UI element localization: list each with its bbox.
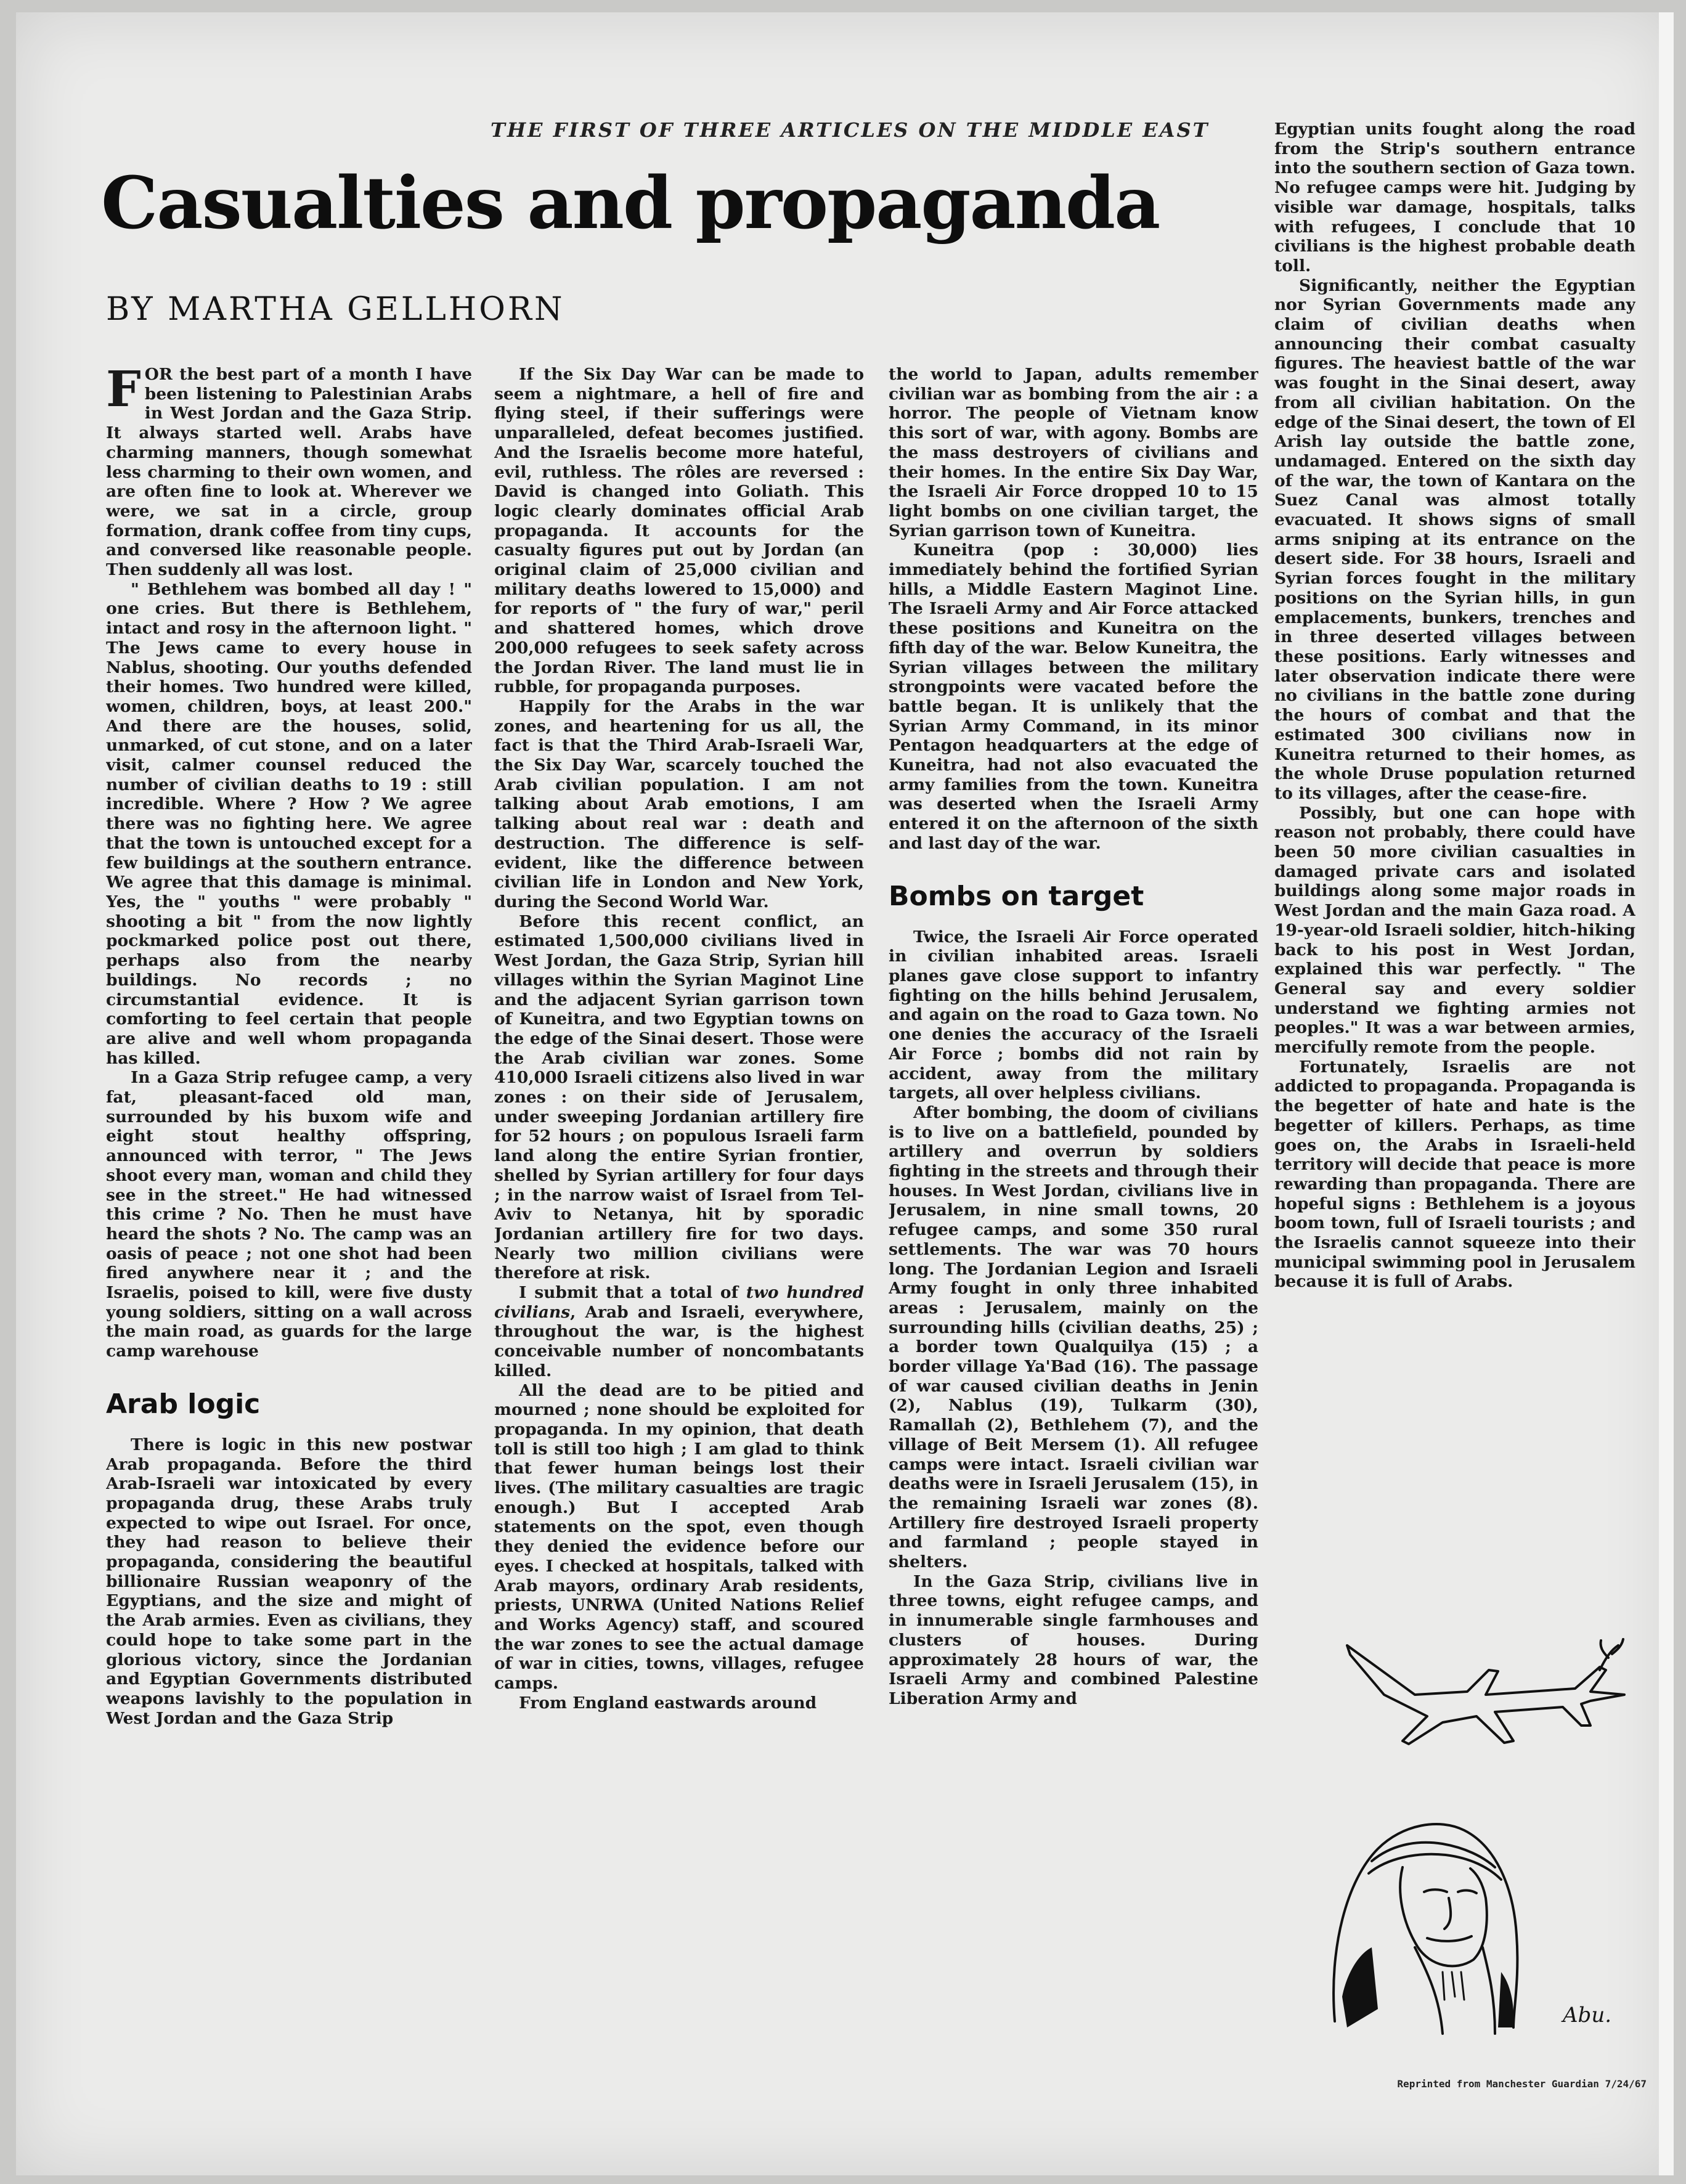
emphasis-text: two hundred civilians [494, 1283, 864, 1322]
paragraph: Kuneitra (pop : 30,000) lies immediately behind the fortified Syrian hills, a Middle Eastern Maginot Line. The Israeli Army and Air Force attacked these positions and Kuneitra on the fifth day of the war. Below Kuneitra, the Syrian villages between the military strongpoints were vacated before the battle began. It is unlikely that the Syrian Army Command, in its minor Pentagon headquarters at the edge of Kuneitra, had not also evacuated the army families from the town. Kuneitra was deserted when the Israeli Army entered it on the afternoon of the sixth and last day of the war. [889, 540, 1258, 853]
subheading-arab-logic: Arab logic [106, 1388, 261, 1420]
paragraph: Egyptian units fought along the road from the Strip's southern entrance into the southern section of Gaza town. No refugee camps were hit. Judging by visible war damage, hospitals, talks with refugees, I conclude that 10 civilians is the highest probable death toll. [1274, 120, 1635, 275]
paragraph: Before this recent conflict, an estimated 1,500,000 civilians lived in West Jordan, the Gaza Strip, Syrian hill villages within the Syrian Maginot Line and the adjacent Syrian garrison town of Kuneitra, and two Egyptian towns on the edge of the Sinai desert. Those were the Arab civilian war zones. Some 410,000 Israeli citizens also lived in war zones : on their side of Jerusalem, under sweeping Jordanian artillery fire for 52 hours ; on populous Israeli farm land along the entire Syrian frontier, shelled by Syrian artillery for four days ; in the narrow waist of Israel from Tel-Aviv to Netanya, hit by sporadic Jordanian artillery fire for two days. Nearly two million civilians were therefore at risk. [494, 911, 864, 1283]
paragraph-text: , Arab and Israeli, everywhere, throughout the war, is the highest conceivable number of noncombatants killed. [494, 1302, 864, 1380]
paragraph: From England eastwards around [519, 1693, 817, 1713]
paragraph: All the dead are to be pitied and mourned ; none should be exploited for propaganda. In my opinion, that death toll is still too high ; I am glad to think that fewer human beings lost their lives. (The military casualties are tragic enough.) But I accepted Arab statements on the spot, even though they denied the evidence before our eyes. I checked at hospitals, talked with Arab mayors, ordinary Arab residents, priests, UNRWA (United Nations Relief and Works Agency) staff, and scoured the war zones to see the actual damage of war in cities, towns, villages, refugee camps. [494, 1380, 864, 1693]
airplane-icon [1347, 1639, 1624, 1744]
column-4 [1274, 120, 1635, 1537]
paragraph: In a Gaza Strip refugee camp, a very fat, pleasant-faced old man, surrounded by his buxom wife and eight stout healthy offspring, announced with terror, " The Jews shoot every man, woman and child they see in the street." He had witnessed this crime ? No. Then he must have heard the shots ? No. The camp was an oasis of peace ; not one shot had been fired anywhere near it ; and the Israelis, poised to kill, were five dusty young soldiers, sitting on a wall across the main road, as guards for the large camp warehouse [106, 1068, 472, 1361]
paragraph: Significantly, neither the Egyptian nor Syrian Governments made any claim of civilian deaths when announcing their combat casualty figures. The heaviest battle of the war was fought in the Sinai desert, away from all civilian habitation. On the edge of the Sinai desert, the town of El Arish lay outside the battle zone, undamaged. Entered on the sixth day of the war, the town of Kantara on the Suez Canal was almost totally evacuated. It shows signs of small arms sniping at its entrance on the desert side. For 38 hours, Israeli and Syrian forces fought in the military positions on the Syrian hills, in gun emplacements, bunkers, trenches and in three deserted villages between these positions. Early witnesses and later observation indicate there were no civilians in the battle zone during the hours of combat and that the estimated 300 civilians now in Kuneitra returned to their homes, as the whole Druse population returned to its villages, after the cease-fire. [1274, 275, 1635, 803]
paragraph-text: I submit that a total of [519, 1283, 746, 1303]
cartoon-illustration [1310, 1602, 1655, 2046]
newspaper-clipping [16, 12, 1674, 2175]
reprint-credit: Reprinted from Manchester Guardian 7/24/67 [1397, 2078, 1647, 2090]
headline: Casualties and propaganda [101, 161, 1160, 245]
paragraph: There is logic in this new postwar Arab propaganda. Before the third Arab-Israeli war intoxicated by every propaganda drug, these Arabs truly expected to wipe out Israel. For once, they had reason to believe their propaganda, considering the beautiful billionaire Russian weaponry of the Egyptians, and the size and might of the Arab armies. Even as civilians, they could hope to take some part in the glorious victory, since the Jordanian and Egyptian Governments distributed weapons lavishly to the population in West Jordan and the Gaza Strip [106, 1435, 472, 1728]
column-2 [494, 365, 864, 2041]
paragraph-text: OR the best part of a month I have been listening to Palestinian Arabs in West Jordan and the Gaza Strip. It always started well. Arabs have charming manners, though somewhat less charming to their own women, and are often fine to look at. Wherever we were, we sat in a circle, group formation, drank coffee from tiny cups, and conversed like reasonable people. Then suddenly all was lost. [106, 365, 472, 580]
page-edge [1659, 12, 1674, 2175]
paragraph: Possibly, but one can hope with reason not probably, there could have been 50 more civilian casualties in damaged private cars and isolated buildings along some major roads in West Jordan and the main Gaza road. A 19-year-old Israeli soldier, hitch-hiking back to his post in West Jordan, explained this war perfectly. " The General say and every soldier understand we fighting armies not peoples." It was a war between armies, mercifully remote from the people. [1274, 803, 1635, 1057]
column-3 [889, 365, 1258, 2041]
paragraph: In the Gaza Strip, civilians live in three towns, eight refugee camps, and in innumerable single farmhouses and clusters of houses. During approximately 28 hours of war, the Israeli Army and combined Palestine Liberation Army and [889, 1571, 1258, 1708]
artist-signature: Abu. [1563, 2003, 1612, 2027]
paragraph: " Bethlehem was bombed all day ! " one cries. But there is Bethlehem, intact and rosy in the afternoon light. " The Jews came to every house in Nablus, shooting. Our youths defended their homes. Two hundred were killed, women, children, boys, at least 200." And there are the houses, solid, unmarked, of cut stone, and on a later visit, calmer counsel reduced the number of civilian deaths to 19 : still incredible. Where ? How ? We agree there was no fighting here. We agree that the town is untouched except for a few buildings at the southern entrance. We agree that this damage is minimal. Yes, the " youths " were probably " shooting a bit " from the now lightly pockmarked police post out there, perhaps also from the nearby buildings. No records ; no circumstantial evidence. It is comforting to feel certain that people are alive and well whom propaganda has killed. [106, 579, 472, 1068]
drop-cap: F [106, 365, 141, 418]
paragraph: Fortunately, Israelis are not addicted to propaganda. Propaganda is the begetter of hate and hate is the begetter of killers. Perhaps, as time goes on, the Arabs in Israeli-held territory will decide that peace is more rewarding than propaganda. There are hopeful signs : Bethlehem is a joyous boom town, full of Israeli tourists ; and the Israelis cannot squeeze into their municipal swimming pool in Jerusalem because it is full of Arabs. [1274, 1057, 1635, 1292]
column-1 [106, 365, 472, 2035]
byline: BY MARTHA GELLHORN [106, 291, 565, 328]
series-kicker: THE FIRST OF THREE ARTICLES ON THE MIDDLE EAST [491, 118, 1210, 142]
paragraph [106, 365, 472, 580]
paragraph: After bombing, the doom of civilians is to live on a battlefield, pounded by artillery and overrun by soldiers fighting in the streets and through their houses. In West Jordan, civilians live in Jerusalem, in nine small towns, 20 refugee camps, and some 350 rural settlements. The war was 70 hours long. The Jordanian Legion and Israeli Army fought in only three inhabited areas : Jerusalem, mainly on the surrounding hills (civilian deaths, 25) ; a border town Qualquilya (15) ; a border village Ya'Bad (16). The passage of war caused civilian deaths in Jenin (2), Nablus (19), Tulkarm (30), Ramallah (2), Bethlehem (7), and the village of Beit Mersem (1). All refugee camps were intact. Israeli civilian war deaths were in Israeli Jerusalem (15), in the remaining Israeli war zones (8). Artillery fire destroyed Israeli property and farmland ; people stayed in shelters. [889, 1102, 1258, 1572]
paragraph: If the Six Day War can be made to seem a nightmare, a hell of fire and flying steel, if their sufferings were unparalleled, defeat becomes justified. And the Israelis become more hateful, evil, ruthless. The rôles are reversed : David is changed into Goliath. This logic clearly dominates official Arab propaganda. It accounts for the casualty figures put out by Jordan (an original claim of 25,000 civilian and military deaths lowered to 15,000) and for reports of " the fury of war," peril and shattered homes, which drove 200,000 refugees to seek safety across the Jordan River. The land must lie in rubble, for propaganda purposes. [494, 365, 864, 697]
paragraph: Twice, the Israeli Air Force operated in civilian inhabited areas. Israeli planes gave close support to infantry fighting on the hills behind Jerusalem, and again on the road to Gaza town. No one denies the accuracy of the Israeli Air Force ; bombs did not rain by accident, away from the military targets, all over helpless civilians. [889, 927, 1258, 1103]
paragraph: Happily for the Arabs in the war zones, and heartening for us all, the fact is that the Third Arab-Israeli War, the Six Day War, scarcely touched the Arab civilian population. I am not talking about Arab emotions, I am talking about real war : death and destruction. The difference is self-evident, like the difference between civilian life in London and New York, during the Second World War. [494, 696, 864, 911]
paragraph [494, 1283, 864, 1381]
paragraph: the world to Japan, adults remember civilian war as bombing from the air : a horror. The people of Vietnam know this sort of war, with agony. Bombs are the mass destroyers of civilians and their homes. In the entire Six Day War, the Israeli Air Force dropped 10 to 15 light bombs on one civilian target, the Syrian garrison town of Kuneitra. [889, 365, 1258, 540]
subheading-bombs-on-target: Bombs on target [889, 880, 1144, 912]
